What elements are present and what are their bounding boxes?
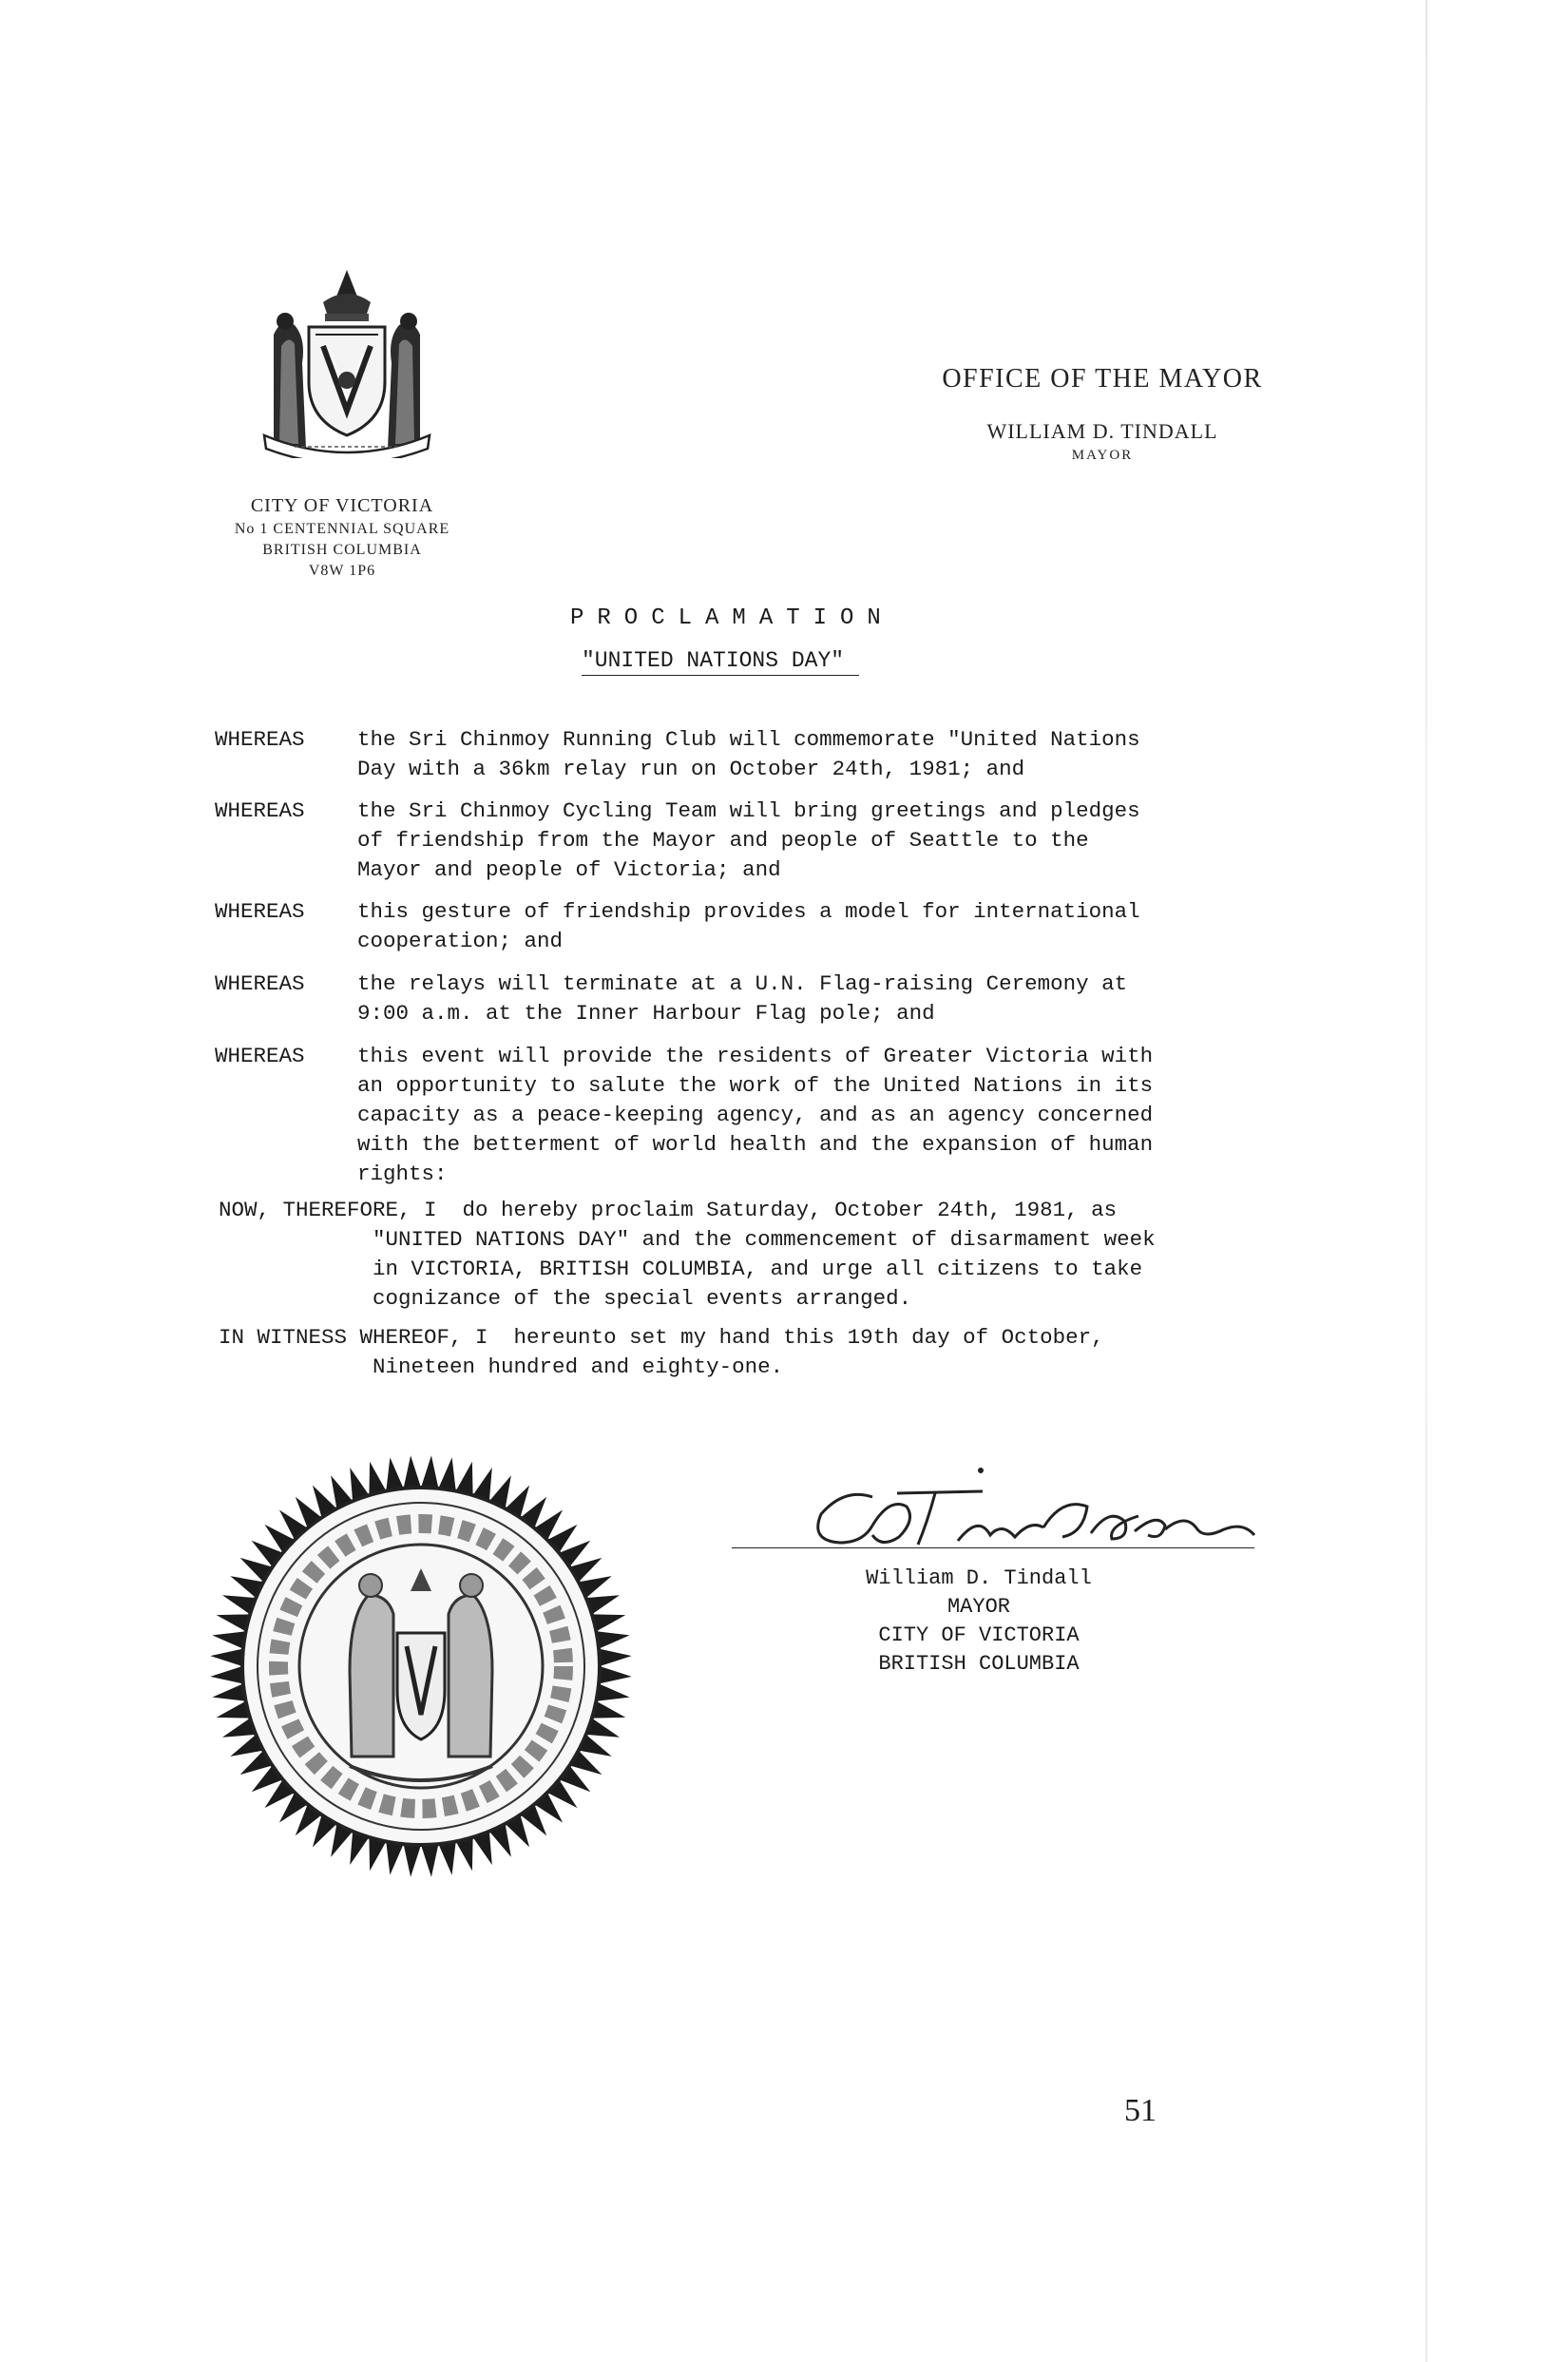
page-edge: [1425, 0, 1427, 2362]
office-block: [855, 361, 1349, 466]
address-line-1: No 1 CENTENNIAL SQUARE: [234, 521, 450, 537]
whereas-keyword: WHEREAS: [215, 727, 305, 752]
city-seal-icon: [207, 1452, 635, 1880]
address-line-2: BRITISH COLUMBIA: [262, 542, 422, 558]
signatory-name: William D. Tindall: [866, 1566, 1092, 1590]
signature-block: [789, 1565, 1169, 1679]
whereas-keyword: WHEREAS: [215, 971, 305, 996]
proclamation-subtitle: "UNITED NATIONS DAY": [582, 646, 859, 676]
whereas-keyword: WHEREAS: [215, 798, 305, 823]
whereas-text: the Sri Chinmoy Cycling Team will bring greetings and pledges of friendship from the Mayor and people of Seattle to the Mayor and people of Victoria; and: [357, 798, 1140, 882]
office-title: OFFICE OF THE MAYOR: [942, 364, 1263, 394]
mayor-role: MAYOR: [1071, 448, 1134, 463]
now-therefore-paragraph: NOW, THEREFORE, I do hereby proclaim Saturday, October 24th, 1981, as "UNITED NATIONS DAY" and the commencement of disarmament week in VICTORIA, BRITISH COLUMBIA, and urge all citizens to take cognizance of the special events arranged.: [219, 1198, 1156, 1311]
mayor-signature: [730, 1459, 1262, 1554]
whereas-text: the Sri Chinmoy Running Club will commemorate "United Nations Day with a 36km relay run on October 24th, 1981; and: [357, 727, 1140, 781]
proclamation-title: PROCLAMATION: [570, 605, 894, 631]
whereas-keyword: WHEREAS: [215, 1044, 305, 1068]
mayor-name: WILLIAM D. TINDALL: [986, 419, 1218, 443]
whereas-text: this gesture of friendship provides a model for international cooperation; and: [357, 899, 1140, 953]
city-crest-icon: [257, 268, 437, 458]
whereas-keyword: WHEREAS: [215, 899, 305, 924]
signatory-city: CITY OF VICTORIA: [878, 1623, 1080, 1647]
postal-code: V8W 1P6: [308, 563, 376, 579]
city-address-block: [200, 492, 485, 582]
signatory-title: MAYOR: [947, 1595, 1010, 1619]
page-number: 51: [1124, 2093, 1157, 2128]
in-witness-paragraph: IN WITNESS WHEREOF, I hereunto set my hand this 19th day of October, Nineteen hundred and eighty-one.: [219, 1325, 1104, 1379]
city-name: CITY OF VICTORIA: [250, 495, 434, 516]
whereas-text: the relays will terminate at a U.N. Flag-raising Ceremony at 9:00 a.m. at the Inner Harbour Flag pole; and: [357, 971, 1128, 1026]
signatory-province: BRITISH COLUMBIA: [878, 1652, 1080, 1676]
signature-line: [732, 1547, 1254, 1548]
whereas-text: this event will provide the residents of Greater Victoria with an opportunity to salute the work of the United Nations in its capacity as a peace-keeping agency, and as an agency concerned with the betterment of world health and the expansion of human rights:: [357, 1044, 1154, 1186]
